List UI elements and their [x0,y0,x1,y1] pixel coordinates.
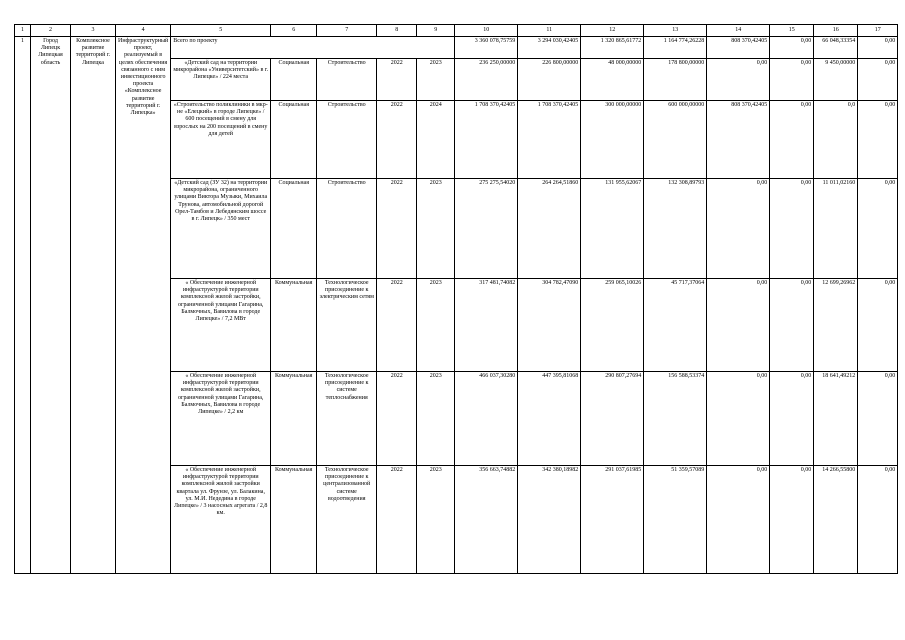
value-cell: 317 481,74082 [455,279,518,372]
value-cell: 0,00 [707,59,770,101]
value-cell: 156 588,53374 [644,372,707,466]
value-cell: 0,00 [858,59,898,101]
value-cell: 0,00 [770,101,814,179]
object-kind: Строительство [317,59,377,101]
investment-table [14,24,898,574]
value-cell: 0,00 [858,466,898,574]
value-cell: 0,00 [858,372,898,466]
value-cell: 1 708 370,42405 [518,101,581,179]
value-cell: 0,00 [858,179,898,279]
column-number-row [15,25,898,37]
col-header: 11 [518,25,581,37]
value-cell: 0,0 [814,101,858,179]
total-value: 0,00 [858,37,898,59]
start-year: 2022 [377,101,417,179]
value-cell: 466 037,30280 [455,372,518,466]
object-kind: Технологическое присоединение к системе теплоснабжения [317,372,377,466]
value-cell: 356 663,74882 [455,466,518,574]
object-category: Социальная [271,59,317,101]
value-cell: 0,00 [707,279,770,372]
value-cell: 0,00 [770,59,814,101]
value-cell: 45 717,37064 [644,279,707,372]
start-year: 2022 [377,372,417,466]
end-year: 2023 [417,59,455,101]
value-cell: 304 782,47090 [518,279,581,372]
value-cell: 178 800,00000 [644,59,707,101]
value-cell: 808 370,42405 [707,101,770,179]
col-header: 17 [858,25,898,37]
value-cell: 9 450,00000 [814,59,858,101]
value-cell: 342 380,18982 [518,466,581,574]
value-cell: 131 955,62067 [581,179,644,279]
value-cell: 132 308,89793 [644,179,707,279]
object-name: « Обеспечение инженерной инфраструктурой территории комплексной жилой застройки, ограниченной улицами Гагарина, Балмочных, Вавилова в городе Липецке» / 2,2 км [171,372,271,466]
col-header: 16 [814,25,858,37]
value-cell: 18 641,49212 [814,372,858,466]
total-value: 66 048,33354 [814,37,858,59]
value-cell: 0,00 [770,372,814,466]
object-kind: Строительство [317,179,377,279]
col-header: 14 [707,25,770,37]
col-header: 7 [317,25,377,37]
value-cell: 0,00 [858,101,898,179]
value-cell: 226 800,00000 [518,59,581,101]
object-category: Социальная [271,179,317,279]
program-cell: Комплексное развитие территорий г. Липецка [71,37,116,574]
value-cell: 0,00 [770,179,814,279]
total-value: 3 294 030,42405 [518,37,581,59]
group-number: 1 [15,37,31,574]
object-name: « Обеспечение инженерной инфраструктурой территории комплексной жилой застройки, ограниченной улицами Гагарина, Балмочных, Вавилова в городе Липецке» / 7,2 МВт [171,279,271,372]
value-cell: 11 011,02160 [814,179,858,279]
value-cell: 12 699,26962 [814,279,858,372]
total-label: Всего по проекту [171,37,455,59]
value-cell: 290 807,27694 [581,372,644,466]
total-value: 3 360 078,75759 [455,37,518,59]
object-category: Коммунальная [271,279,317,372]
object-kind: Технологическое присоединение к централизованной системе водоотведения [317,466,377,574]
object-category: Коммунальная [271,466,317,574]
col-header: 6 [271,25,317,37]
col-header: 10 [455,25,518,37]
object-name: «Строительство поликлиники в мкр-не «Елецкий» в городе Липецке» / 600 посещений в смену для взрослых на 200 посещений в смену для детей [171,101,271,179]
value-cell: 0,00 [707,466,770,574]
object-name: «Детский сад (ЗУ 32) на территории микрорайона, ограниченного улицами Виктора Музыки, Михаила Трунова, автомобильной дорогой Орел-Тамбов и Лебедянским шоссе в г. Липецк» / 350 мест [171,179,271,279]
col-header: 2 [31,25,71,37]
value-cell: 300 000,00000 [581,101,644,179]
value-cell: 0,00 [707,179,770,279]
value-cell: 447 395,81068 [518,372,581,466]
col-header: 13 [644,25,707,37]
value-cell: 0,00 [858,279,898,372]
end-year: 2023 [417,372,455,466]
object-name: «Детский сад на территории микрорайона «Университетский» в г. Липецке» / 224 места [171,59,271,101]
end-year: 2023 [417,179,455,279]
start-year: 2022 [377,59,417,101]
col-header: 4 [116,25,171,37]
value-cell: 0,00 [707,372,770,466]
value-cell: 1 708 370,42405 [455,101,518,179]
total-value: 0,00 [770,37,814,59]
total-value: 1 164 774,26228 [644,37,707,59]
col-header: 3 [71,25,116,37]
col-header: 1 [15,25,31,37]
end-year: 2023 [417,466,455,574]
start-year: 2022 [377,279,417,372]
region-cell: Город Липецк Липецкая область [31,37,71,574]
value-cell: 48 000,00000 [581,59,644,101]
value-cell: 600 000,00000 [644,101,707,179]
table-row-total [15,37,898,59]
start-year: 2022 [377,466,417,574]
value-cell: 259 065,10026 [581,279,644,372]
value-cell: 264 264,51860 [518,179,581,279]
value-cell: 275 275,54020 [455,179,518,279]
value-cell: 14 266,55800 [814,466,858,574]
value-cell: 0,00 [770,466,814,574]
value-cell: 51 359,57089 [644,466,707,574]
object-kind: Технологическое присоединение к электрическим сетям [317,279,377,372]
col-header: 12 [581,25,644,37]
end-year: 2023 [417,279,455,372]
value-cell: 0,00 [770,279,814,372]
project-type-cell: Инфраструктурный проект, реализуемый в целях обеспечения связанного с ним инвестиционного проекта «Комплексное развитие территорий г. Липецка» [116,37,171,574]
end-year: 2024 [417,101,455,179]
start-year: 2022 [377,179,417,279]
value-cell: 291 037,61985 [581,466,644,574]
object-category: Коммунальная [271,372,317,466]
col-header: 15 [770,25,814,37]
col-header: 9 [417,25,455,37]
object-name: « Обеспечение инженерной инфраструктурой территории комплексной жилой застройки квартала ул. Фрунзе, ул. Балакина, ул. М.И. Недедина в городе Липецке» / 3 насосных агрегата / 2,8 км. [171,466,271,574]
object-kind: Строительство [317,101,377,179]
total-value: 1 320 865,61772 [581,37,644,59]
total-value: 808 370,42405 [707,37,770,59]
object-category: Социальная [271,101,317,179]
col-header: 8 [377,25,417,37]
col-header: 5 [171,25,271,37]
value-cell: 236 250,00000 [455,59,518,101]
